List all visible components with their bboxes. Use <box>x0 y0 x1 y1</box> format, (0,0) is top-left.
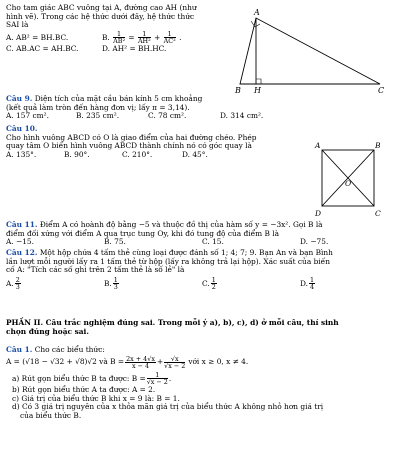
question-text: Điểm A có hoành độ bằng −5 và thuộc đồ thị của hàm số y = −3x². Gọi B là <box>39 220 323 229</box>
fraction <box>138 31 151 45</box>
question-11 <box>6 221 328 247</box>
option-b: B. 235 cm². <box>76 111 120 121</box>
fraction <box>164 31 176 45</box>
numerator: 1 <box>113 275 118 284</box>
question-10 <box>6 125 256 159</box>
numerator: 2x + 4√x <box>126 354 155 363</box>
fraction <box>164 356 185 370</box>
vertex-label-c: C <box>378 86 385 94</box>
vertex-label-a: A <box>254 8 260 17</box>
square-figure <box>312 140 384 218</box>
question-text: Một hộp chứa 4 tấm thẻ cùng loại được đánh số 1; 4; 7; 9. Bạn An và bạn Bình <box>39 248 333 257</box>
numerator: 1 <box>310 275 315 284</box>
option-c: C. 15. <box>202 237 224 247</box>
numerator: √x <box>164 356 185 364</box>
option-a <box>6 277 104 291</box>
plus-sign: + <box>154 32 161 42</box>
question-triangle <box>6 4 197 54</box>
option-c: C. 78 cm². <box>148 111 187 121</box>
statement-a: a) Rút gọn biểu thức B ta được: B = <box>12 373 146 383</box>
option-d: D. AH² = BH.HC. <box>102 43 167 53</box>
option-label: C. <box>202 278 210 288</box>
numerator: 1 <box>138 31 151 39</box>
fraction <box>147 372 168 386</box>
option-d <box>300 277 316 291</box>
right-angle-mark-h <box>256 79 261 84</box>
question-text-line: SAI là <box>6 20 29 30</box>
denominator: AC² <box>163 37 176 46</box>
vertex-label-c: C <box>375 209 381 218</box>
question-text: Cho các biểu thức: <box>34 345 105 354</box>
option-label: A. <box>6 278 14 288</box>
vertex-label-a: A <box>315 141 321 150</box>
question-12 <box>6 249 333 291</box>
denominator: 3 <box>15 283 20 292</box>
question-label: Câu 11. <box>6 220 38 229</box>
option-d: D. 45°. <box>182 149 208 159</box>
question-text-line: lần lượt mỗi người lấy ra 1 tấm thẻ từ hộp (lấy ra không trả lại hộp). Xác suất của biến <box>6 256 330 266</box>
denominator: AB² <box>113 37 126 46</box>
option-c: C. 210°. <box>122 149 153 159</box>
part-2-heading <box>6 319 339 336</box>
option-b: B. 75. <box>104 237 126 247</box>
denominator: 2 <box>211 283 216 292</box>
vertex-label-b: B <box>235 86 241 94</box>
question-text-line: Cho hình vuông ABCD có O là giao điểm của hai đường chéo. Phép <box>6 132 257 142</box>
vertex-label-h: H <box>254 86 261 94</box>
denominator: AH² <box>137 37 151 46</box>
heading-line: PHẦN II. Câu trắc nghiệm đúng sai. Trong mỗi ý a), b), c), d) ở mỗi câu, thí sinh <box>6 318 339 327</box>
heading-line: chọn đúng hoặc sai. <box>6 326 89 336</box>
question-text-line: quay tâm O biến hình vuông ABCD thành chính nó có góc quay là <box>6 141 252 151</box>
period: . <box>179 32 182 42</box>
fraction <box>125 356 156 370</box>
question-text-line: (kết quả làm tròn đến hàng đơn vị; lấy π = 3,14). <box>6 102 190 112</box>
question-text-line: hình vẽ). Trong các hệ thức dưới đây, hệ thức thức <box>6 11 195 21</box>
option-c: C. AB.AC = AH.BC. <box>6 43 79 53</box>
question-1 <box>6 346 323 420</box>
numerator: 1 <box>164 31 176 39</box>
option-a: A. 135°. <box>6 149 37 159</box>
option-b <box>104 277 202 291</box>
fraction <box>211 277 217 291</box>
denominator: x − 4 <box>131 362 150 371</box>
numerator: 1 <box>113 31 125 39</box>
expression-a: A = (√18 − √32 + √8)√2 và B = <box>6 357 125 367</box>
option-a: A. 157 cm². <box>6 111 49 121</box>
denominator: √x − 2 <box>164 362 186 371</box>
denominator: 4 <box>310 283 315 292</box>
option-b <box>102 31 181 45</box>
numerator: 1 <box>147 372 168 380</box>
option-d: D. 314 cm². <box>220 111 264 121</box>
question-label: Câu 9. <box>6 94 33 103</box>
question-text-line: cố A: "Tích các số ghi trên 2 tấm thẻ là số lẻ" là <box>6 265 185 275</box>
question-text: Diện tích của mặt cầu bán kính 5 cm khoảng <box>34 94 203 103</box>
vertex-label-d: D <box>315 209 322 218</box>
option-a: A. AB² = BH.BC. <box>6 32 69 42</box>
option-d: D. −75. <box>300 237 329 247</box>
question-text-line: điểm đối xứng với điểm A qua trục tung Oy, khi đó tung độ của điểm B là <box>6 228 280 238</box>
period: . <box>168 373 172 383</box>
statement-d-continued: của biểu thức B. <box>20 410 82 420</box>
fraction <box>113 277 119 291</box>
numerator: 2 <box>15 275 20 284</box>
plus-sign: + <box>156 357 164 367</box>
fraction <box>113 31 125 45</box>
center-label-o: O <box>345 179 352 188</box>
statement-b: b) Rút gọn biểu thức A ta được: A = 2. <box>12 384 156 394</box>
question-text-line: Cho tam giác ABC vuông tại A, đường cao AH (như <box>6 3 197 12</box>
right-triangle-figure <box>232 2 402 94</box>
triangle-abc <box>240 18 380 84</box>
option-c <box>202 277 300 291</box>
option-a: A. −15. <box>6 237 34 247</box>
statement-d: d) Có 3 giá trị nguyên của x thỏa mãn giá trị của biểu thức A không nhỏ hơn giá trị <box>12 402 324 412</box>
equals-sign: = <box>128 32 135 42</box>
statement-c: c) Giá trị của biểu thức B khi x = 9 là: B = 1. <box>12 393 180 403</box>
numerator: 1 <box>211 275 216 284</box>
fraction <box>309 277 315 291</box>
denominator: √x − 2 <box>146 378 168 387</box>
question-label: Câu 10. <box>6 124 38 133</box>
option-label: B. <box>102 32 110 42</box>
condition-text: với x ≥ 0, x ≠ 4. <box>188 357 249 367</box>
question-9 <box>6 95 263 121</box>
denominator: 3 <box>113 283 118 292</box>
option-b: B. 90°. <box>64 149 90 159</box>
vertex-label-b: B <box>375 141 381 150</box>
question-label: Câu 1. <box>6 345 33 354</box>
fraction <box>15 277 21 291</box>
question-label: Câu 12. <box>6 248 38 257</box>
option-label: D. <box>300 278 309 288</box>
option-label: B. <box>104 278 112 288</box>
